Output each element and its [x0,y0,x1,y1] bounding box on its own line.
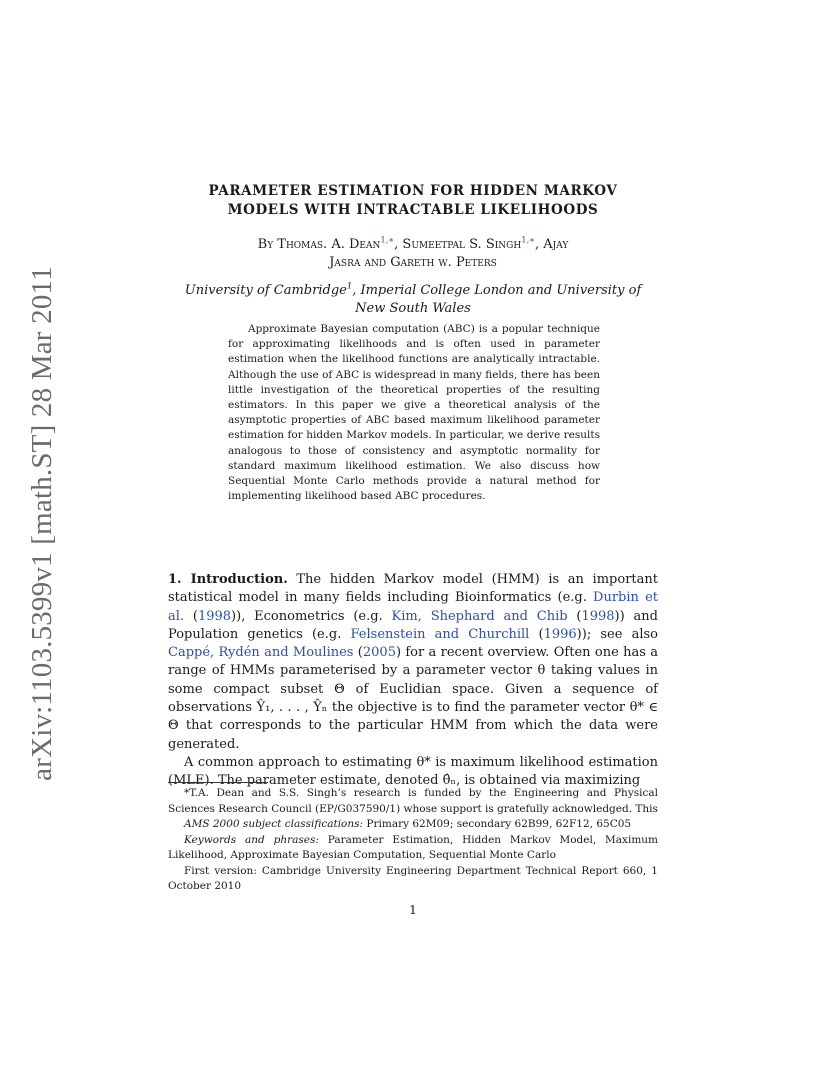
citation-kim-year-link[interactable]: 1998 [581,608,615,624]
author-line-2: Jasra and Gareth w. Peters [329,255,497,270]
ams-label: AMS 2000 subject classifications: [184,818,364,830]
citation-cappe-link[interactable]: Cappé, Rydén and Moulines [168,645,354,661]
citation-kim-link[interactable]: Kim, Shephard and Chib [391,608,568,624]
citation-cappe-year-link[interactable]: 2005 [362,645,396,661]
author-singh-footnote-link[interactable]: 1,∗ [521,234,535,245]
keywords [168,833,658,864]
affiliation-sup: 1 [346,280,353,291]
footnote-divider [168,782,268,783]
author-list [168,236,658,272]
section-heading: 1. Introduction. [168,572,288,587]
author-dean: Thomas. A. Dean [277,237,381,252]
keywords-label: Keywords and phrases: [184,833,319,846]
intro-paragraph-2: A common approach to estimating θ* is maximum likelihood estimation (MLE). The parameter estimate, denoted θ̂ₙ, is obtained via maximizing [168,754,658,789]
intro-paragraph-1 [168,571,658,754]
page-number: 1 [409,902,417,917]
intro-text: The hidden Markov model (HMM) is an important statistical model in many fields including Bioinformatics (e.g. [168,572,658,606]
intro-text: )); see also [576,626,658,642]
affiliation-cambridge: University of Cambridge [184,283,347,298]
ams-classification [168,817,658,833]
author-jasra-first: , Ajay [535,237,569,252]
intro-text: ) for a recent overview. Often one has a range of HMMs parameterised by a parameter vector θ taking values in some compact subset Θ of Euclidian space. Given a sequence of observations Ŷ₁, . . . , Ŷₙ the objective is to find the parameter vector θ* ∈ Θ that corresponds to the particular HMM from which the data were generated. [168,645,658,752]
funding-footnote: *T.A. Dean and S.S. Singh’s research is funded by the Engineering and Physical Sciences Research Council (EP/G037590/1) whose support is gratefully acknowledged. This [168,787,658,815]
version-note: First version: Cambridge University Engineering Department Technical Report 660, 1 October 2010 [168,864,658,892]
citation-felsenstein-year-link[interactable]: 1996 [543,626,577,642]
title-line-2: MODELS WITH INTRACTABLE LIKELIHOODS [227,202,599,218]
by-label: By [257,237,274,252]
affiliations [168,282,658,318]
ams-codes: Primary 62M09; secondary 62B99, 62F12, 65C05 [363,818,632,830]
intro-text: ( [567,608,582,624]
author-separator: , [394,237,403,252]
keywords-text: Parameter Estimation, Hidden Markov Model, Maximum Likelihood, Approximate Bayesian Computation, Sequential Monte Carlo [168,833,658,861]
paper-title [168,182,658,220]
footnotes [168,786,658,895]
arxiv-stamp [22,265,62,781]
arxiv-identifier: arXiv:1103.5399v1 [math.ST] 28 Mar 2011 [25,265,58,781]
citation-felsenstein-link[interactable]: Felsenstein and Churchill [350,626,530,642]
introduction-section [168,571,658,791]
affiliation-others: , Imperial College London and University of New South Wales [352,283,642,316]
intro-text: ( [353,645,363,661]
intro-text: )) and Population genetics (e.g. [168,608,658,642]
citation-durbin-link[interactable]: Durbin et al. [168,590,658,624]
author-dean-footnote-link[interactable]: 1,∗ [380,234,395,245]
author-singh: Sumeetpal S. Singh [402,237,522,252]
abstract: Approximate Bayesian computation (ABC) is a popular technique for approximating likelihoods and is often used in parameter estimation when the likelihood functions are analytically intractable. Although the use of ABC is widespread in many fields, there has been little investigation of the theoretical properties of the resulting estimators. In this paper we give a theoretical analysis of the asymptotic properties of ABC based maximum likelihood parameter estimation for hidden Markov models. In particular, we derive results analogous to those of consistency and asymptotic normality for standard maximum likelihood estimation. We also discuss how Sequential Monte Carlo methods provide a natural method for implementing likelihood based ABC procedures. [228,323,600,503]
intro-text: ( [184,608,198,624]
intro-text: ( [529,626,544,642]
citation-durbin-year-link[interactable]: 1998 [197,608,232,624]
intro-text: )), Econometrics (e.g. [231,608,392,624]
title-line-1: PARAMETER ESTIMATION FOR HIDDEN MARKOV [208,183,618,199]
